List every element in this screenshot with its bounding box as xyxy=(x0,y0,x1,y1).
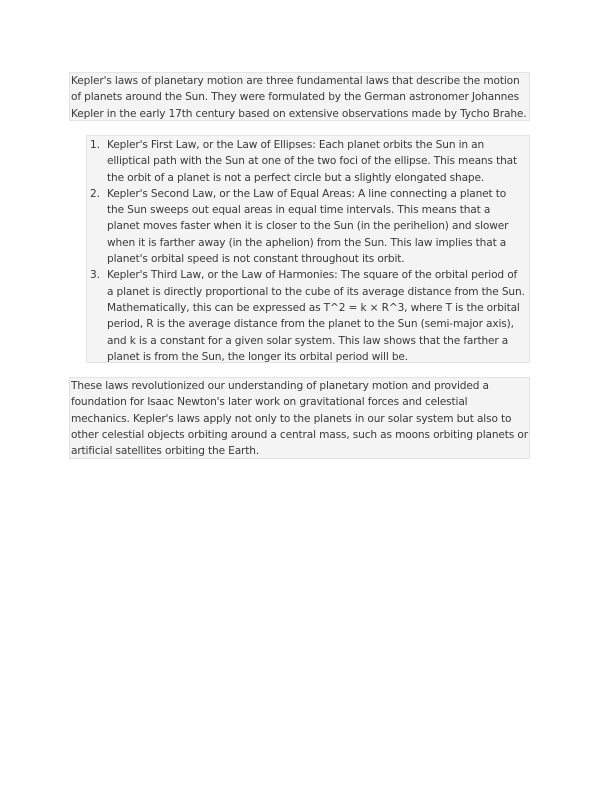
intro-paragraph: Kepler's laws of planetary motion are three fundamental laws that describe the motion of planets around the Sun. They were formulated by the German astronomer Johannes Kepler in the early 17th century based on extensive observations made by Tycho Brahe. xyxy=(71,75,527,120)
outro-paragraph: These laws revolutionized our understanding of planetary motion and provided a foundation for Isaac Newton's later work on gravitational forces and celestial mechanics. Kepler's laws apply not only to the planets in our solar system but also to other celestial objects orbiting around a central mass, such as moons orbiting planets or artificial satellites orbiting the Earth. xyxy=(71,380,528,458)
intro-paragraph-block xyxy=(69,72,530,121)
list-item-first-law xyxy=(90,137,525,186)
laws-list-block xyxy=(86,135,530,363)
list-item-third-law xyxy=(90,267,525,365)
list-number: 2. xyxy=(90,187,100,200)
list-number: 3. xyxy=(90,269,100,282)
outro-paragraph-block xyxy=(69,377,530,459)
list-number: 1. xyxy=(90,139,100,151)
list-item-text: Kepler's First Law, or the Law of Ellipses: Each planet orbits the Sun in an elliptical path with the Sun at one of the two foci of the ellipse. This means that the orbit of a planet is not a perfect circle but a slightly elongated shape. xyxy=(107,139,517,184)
list-item-text: Kepler's Third Law, or the Law of Harmonies: The square of the orbital period of a planet is directly proportional to the cube of its average distance from the Sun. Mathematically, this can be expressed as T^2 = k × R^3, where T is the orbital period, R is the average distance from the planet to the Sun (semi-major axis), and k is a constant for a given solar system. This law shows that the farther a planet is from the Sun, the longer its orbital period will be. xyxy=(107,269,525,363)
list-item-text: Kepler's Second Law, or the Law of Equal Areas: A line connecting a planet to the Sun sweeps out equal areas in equal time intervals. This means that a planet moves faster when it is closer to the Sun (in the perihelion) and slower when it is farther away (in the aphelion) from the Sun. This law implies that a planet's orbital speed is not constant throughout its orbit. xyxy=(107,187,509,266)
list-item-second-law xyxy=(90,186,525,267)
laws-list xyxy=(87,137,525,365)
